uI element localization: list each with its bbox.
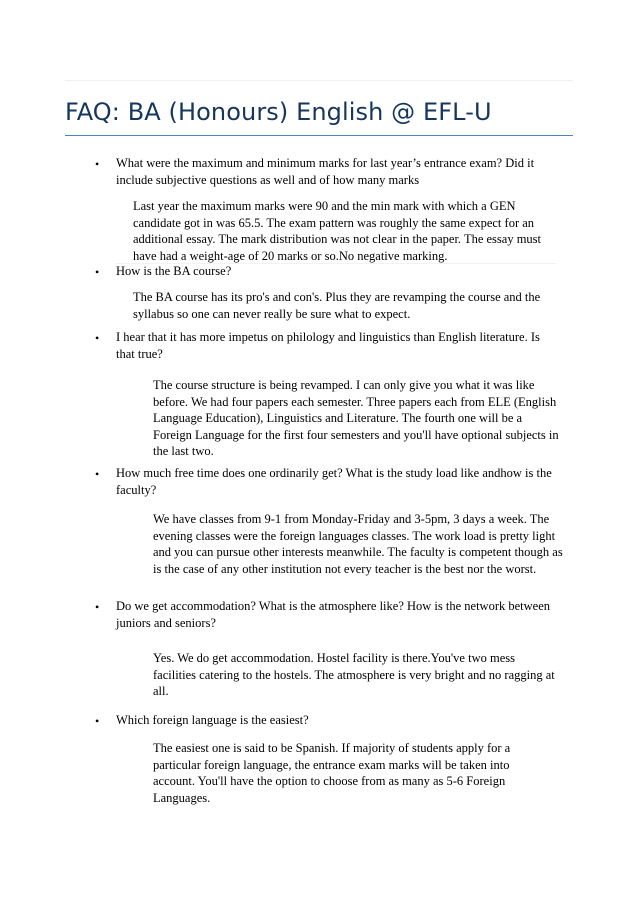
faq-answer: We have classes from 9-1 from Monday-Friday and 3-5pm, 3 days a week. The evening classes were the foreign languages classes. The work load is pretty light and you can pursue other interests meanwhile. The faculty is competent though as is the case of any other institution not every teacher is the best nor the worst. <box>153 512 563 576</box>
faq-answer: The easiest one is said to be Spanish. If majority of students apply for a particular foreign language, the entrance exam marks will be taken into account. You'll have the option to choose from as many as 5-6 Foreign Languages. <box>153 741 511 805</box>
bullet-icon: • <box>95 157 100 171</box>
bullet-icon: • <box>95 714 100 728</box>
faq-question: Which foreign language is the easiest? <box>116 713 309 727</box>
faq-answer: Yes. We do get accommodation. Hostel facility is there.You've two mess facilities catering to the hostels. The atmosphere is very bright and no ragging at all. <box>153 651 555 698</box>
faq-question: What were the maximum and minimum marks for last year’s entrance exam? Did it include subjective questions as well and of how many marks <box>116 156 535 187</box>
bullet-icon: • <box>95 265 100 279</box>
bullet-icon: • <box>95 467 100 481</box>
faq-question: Do we get accommodation? What is the atmosphere like? How is the network between juniors and seniors? <box>116 599 551 630</box>
faq-answer: The BA course has its pro's and con's. Plus they are revamping the course and the syllabus so one can never really be sure what to expect. <box>133 290 541 321</box>
bullet-icon: • <box>95 600 100 614</box>
faq-answer: Last year the maximum marks were 90 and the min mark with which a GEN candidate got in was 65.5. The exam pattern was roughly the same expect for an additional essay. The mark distribution was not clear in the paper. The essay must have had a weight-age of 20 marks or so.No negative marking. <box>133 199 542 263</box>
faq-question: I hear that it has more impetus on philology and linguistics than English literature. Is that true? <box>116 330 540 361</box>
bullet-icon: • <box>95 331 100 345</box>
faq-question: How is the BA course? <box>116 264 232 278</box>
faq-answer: The course structure is being revamped. I can only give you what it was like before. We had four papers each semester. Three papers each from ELE (English Language Education), Linguistics and Literature. The fourth one will be a Foreign Language for the first four semesters and you'll have optional subjects in the last two. <box>153 378 559 458</box>
faq-question: How much free time does one ordinarily get? What is the study load like andhow is the faculty? <box>116 466 552 497</box>
document-title: FAQ: BA (Honours) English @ EFL-U <box>65 98 492 126</box>
title-underline <box>65 135 573 136</box>
page-top-rule <box>65 80 573 81</box>
